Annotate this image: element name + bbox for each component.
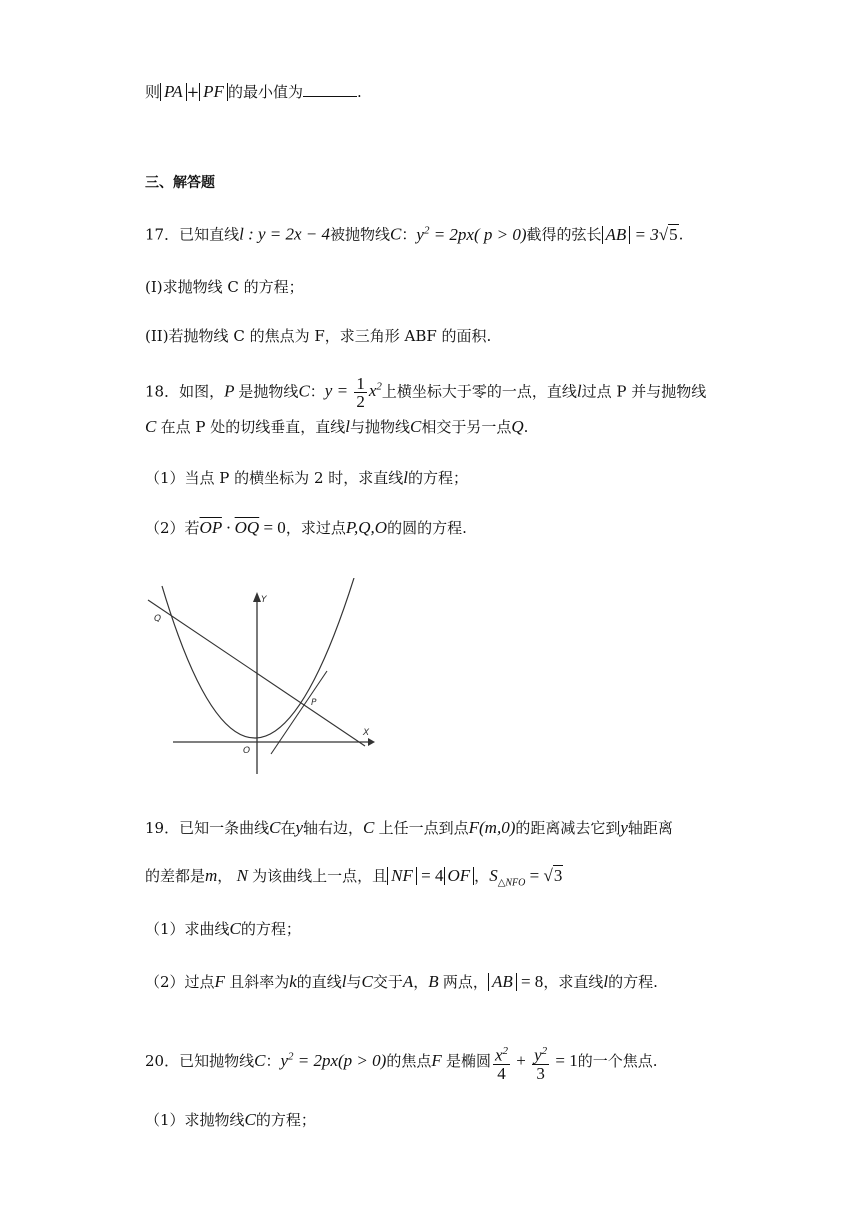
q19-text-d: 上任一点到点	[378, 819, 469, 837]
q19-part2-a-pt: A	[402, 972, 414, 991]
q20-text-d: 的一个焦点.	[577, 1052, 658, 1071]
q19-text-2c: 为该曲线上一点，且	[252, 867, 388, 885]
q19-line1	[145, 818, 673, 838]
q19-part2-l: l	[341, 972, 347, 991]
q19-part2-a: （2）过点	[145, 973, 215, 991]
pa-abs: PA	[160, 83, 187, 101]
q19-line2: 的差都是m， N 为该曲线上一点，且 NF = 4 OF ，$S_{\triangle NFO} = √3$	[145, 866, 563, 889]
q17-text-tail: 截得的弦长	[526, 225, 602, 244]
q17-part2: (II)若抛物线 C 的焦点为 F，求三角形 ABF 的面积.	[145, 327, 492, 345]
q19-y2: y	[620, 818, 628, 837]
section-heading: 三、解答题	[145, 175, 215, 191]
q18-point-p: P	[224, 381, 239, 401]
q18-curve-c: C	[298, 381, 310, 401]
q18-parabola: y = $\frac{1}{2}$ $x^2$	[324, 374, 382, 411]
q19-m: m	[205, 866, 218, 885]
q18-part2-a: （2）若	[145, 519, 200, 537]
q18-line2: C 在点 P 处的切线垂直，直线l与抛物线C相交于另一点Q.	[145, 417, 529, 436]
q18-part2-b: ，求过点	[285, 519, 346, 537]
q18-text-2a: 在点 P 处的切线垂直，直线	[160, 418, 346, 436]
q19-text-f: 轴距离	[627, 819, 673, 837]
q18-intro: 18．如图，	[145, 382, 225, 401]
q18-text-2b: 与抛物线	[349, 418, 410, 436]
q20-line1	[145, 1043, 658, 1082]
q17-line-equation: l : y = 2x − 4	[239, 224, 331, 244]
q20-f: F	[431, 1051, 446, 1071]
q17-curve-c: C	[390, 224, 402, 244]
pf-abs: PF	[199, 83, 228, 101]
q19-part2-f: F	[214, 972, 230, 991]
q18-point-q: Q	[511, 417, 524, 436]
q18-text-c: 上横坐标大于零的一点，直线	[381, 382, 577, 401]
q18-part2	[145, 518, 467, 538]
q16-suffix: 的最小值为	[227, 83, 303, 101]
q18-part2-c: 的圆的方程.	[387, 519, 467, 537]
q19-text-e: 的距离减去它到	[515, 819, 621, 837]
label-o: O	[243, 746, 251, 756]
q19-part2-e: 交于	[372, 973, 403, 991]
q20-parabola: $y^2 = 2px(p > 0)$	[280, 1050, 387, 1071]
q18-curve-c3: C	[409, 417, 422, 436]
q19-part2-end: 的方程.	[608, 973, 658, 991]
q19-part2-comma: ，	[413, 973, 429, 991]
q19-curve-c2: C	[363, 818, 379, 837]
q20-text-c: 是椭圆	[445, 1052, 491, 1071]
q19-y: y	[295, 818, 303, 837]
label-p: P	[311, 698, 317, 708]
q19-part2-c: 的直线	[296, 973, 342, 991]
q19-part1-c: C	[229, 919, 241, 938]
q17-colon: ：	[401, 225, 417, 244]
q20-part1	[145, 1110, 316, 1130]
q18-points: P,Q,O	[345, 518, 388, 537]
q20-intro: 20．已知抛物线	[145, 1052, 255, 1071]
q19-part2-d: 与	[346, 973, 362, 991]
parabola-figure	[140, 578, 380, 783]
q19-part1-end: 的方程；	[240, 920, 301, 938]
q16-end: .	[356, 83, 362, 101]
q19-part2	[145, 972, 658, 992]
q20-text-b: 的焦点	[386, 1052, 432, 1071]
q18-text-2c: 相交于另一点	[421, 418, 512, 436]
q19-part2-b: 且斜率为	[229, 973, 290, 991]
answer-blank[interactable]	[303, 82, 357, 97]
q17-number: 17．已知直线	[145, 225, 240, 244]
q19-n: N	[232, 866, 253, 885]
q18-part1	[145, 468, 468, 488]
q16-prefix: 则	[145, 83, 161, 101]
q17-parabola: $y^2 = 2px$( p > 0)	[416, 224, 527, 244]
q18-text-d: 过点 P 并与抛物线	[581, 382, 707, 401]
q19-text-c: 轴右边，	[303, 819, 364, 837]
q18-part1-text: （1）当点 P 的横坐标为 2 时，求直线	[145, 469, 404, 487]
q18-curve-c2: C	[145, 417, 161, 436]
q17-chord: AB = 3√5	[602, 225, 679, 244]
q19-curve-c: C	[269, 818, 281, 837]
q20-ellipse: $\frac{x^2}{4}$ + $\frac{y^2}{3}$ = 1	[494, 1045, 578, 1083]
q19-area: $S_{\triangle NFO} = √3$	[489, 866, 563, 889]
q19-comma: ，	[217, 867, 233, 885]
q20-part1-text: （1）求抛物线	[145, 1111, 245, 1129]
q17-stem	[145, 220, 683, 245]
q19-part2-l2: l	[603, 972, 609, 991]
q18-part1-l: l	[403, 468, 408, 487]
q20-colon: ：	[265, 1052, 281, 1071]
q16-tail	[145, 82, 362, 102]
q18-line1: 18．如图，P 是抛物线C：y = $\frac{1}{2}$ $x^2$上横坐标大于零的一点，直线l过点 P 并与抛物线	[145, 374, 707, 411]
q19-part2-cond: AB = 8	[488, 972, 543, 991]
q17-part1: (I)求抛物线 C 的方程；	[145, 278, 304, 296]
q18-part1-end: 的方程；	[408, 469, 469, 487]
q19-text-2a: 的差都是	[145, 867, 206, 885]
q20-curve-c: C	[254, 1051, 266, 1071]
q19-part2-b-pt: B	[428, 972, 443, 991]
q19-intro: 19．已知一条曲线	[145, 819, 270, 837]
q19-condition: NF = 4 OF	[387, 866, 474, 885]
q19-part2-g: 两点，	[442, 973, 488, 991]
label-y: Y	[261, 595, 267, 605]
label-q: Q	[154, 614, 162, 624]
q19-part1-text: （1）求曲线	[145, 920, 230, 938]
q18-dot-product: $\overline{OP} \cdot \overline{OQ} = 0$	[199, 518, 286, 537]
q20-part1-c: C	[244, 1110, 256, 1129]
q19-part2-curve: C	[361, 972, 373, 991]
q17-end: .	[678, 225, 684, 244]
parabola-curve	[162, 578, 354, 738]
q18-line-l: l	[576, 381, 582, 401]
q19-text-b: 在	[280, 819, 296, 837]
q18-text-b: 是抛物线	[238, 382, 299, 401]
q18-line-l2: l	[345, 417, 350, 436]
q19-part2-k: k	[289, 972, 297, 991]
q19-part1	[145, 919, 301, 939]
x-axis-arrow-icon	[368, 738, 375, 746]
q17-text-mid: 被抛物线	[330, 225, 391, 244]
plus-sign: +	[186, 83, 200, 101]
q19-point-f: F(m,0)	[468, 818, 516, 837]
q19-part2-h: ，求直线	[543, 973, 604, 991]
y-axis-arrow-icon	[253, 592, 261, 602]
label-x: X	[363, 728, 370, 738]
q20-part1-end: 的方程；	[255, 1111, 316, 1129]
